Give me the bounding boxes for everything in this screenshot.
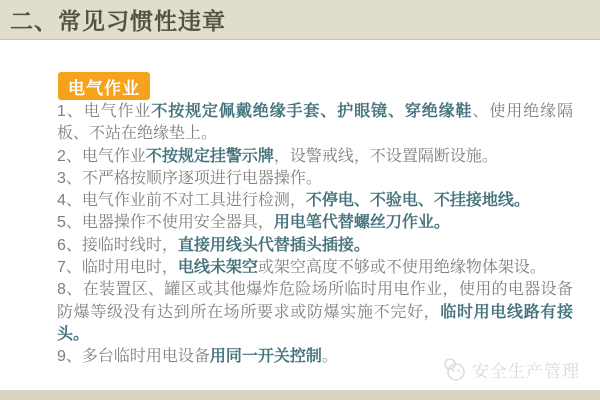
violation-list: [57, 101, 573, 369]
highlight-text: 用同一开关控制: [209, 348, 322, 366]
list-item: [57, 235, 573, 257]
list-item: [57, 101, 573, 146]
highlight-text: 不按规定佩戴绝缘手套、护眼镜、穿绝缘鞋: [151, 103, 473, 120]
footer-bar: [0, 390, 600, 400]
body-text: 7、临时用电时，: [57, 259, 178, 277]
body-text: 8、在装置区、罐区或其他爆炸危险场所临时用电作业，使用的电器设备防爆等级没有达到所在场所要求或防爆实施不完好，: [57, 281, 573, 321]
category-badge: [58, 72, 150, 100]
body-text: 或架空高度不够或不使用绝缘物体架设。: [257, 259, 546, 277]
highlight-text: 电线未架空: [177, 259, 258, 277]
body-text: 2、电气作业: [57, 147, 146, 165]
watermark-text: 安全生产管理: [472, 361, 580, 381]
body-text: 3、不严格按顺序逐项进行电器操作。: [57, 169, 322, 187]
list-item: [57, 168, 573, 190]
highlight-text: 临时用电线路有接头。: [57, 303, 573, 343]
body-text: 5、电器操作不使用安全器具，: [57, 214, 274, 232]
body-text: 。: [321, 348, 338, 366]
body-text: 、使用绝缘隔板、不站在绝缘垫上。: [57, 103, 573, 143]
list-item: [57, 146, 573, 168]
body-text: ，设警戒线，不设置隔断设施。: [273, 147, 498, 165]
body-text: 4、电气作业前不对工具进行检测，: [57, 192, 306, 210]
list-item: [57, 257, 573, 279]
watermark-logo-icon: [441, 356, 467, 382]
list-item: [57, 190, 573, 212]
category-badge-label: 电气作业: [68, 78, 140, 98]
list-item: [57, 212, 573, 234]
body-text: 6、接临时线时，: [57, 236, 178, 254]
highlight-text: 用电笔代替螺丝刀作业。: [273, 214, 450, 232]
header-bar: [0, 0, 600, 40]
watermark: [441, 356, 580, 382]
page-title: 二、常见习惯性违章: [10, 8, 226, 34]
highlight-text: 不停电、不验电、不挂接地线。: [305, 192, 530, 210]
highlight-text: 直接用线头代替插头插接。: [177, 236, 370, 254]
body-text: 1、电气作业: [57, 103, 152, 120]
highlight-text: 不按规定挂警示牌: [145, 147, 274, 165]
body-text: 9、多台临时用电设备: [57, 348, 210, 366]
list-item: [57, 279, 573, 346]
